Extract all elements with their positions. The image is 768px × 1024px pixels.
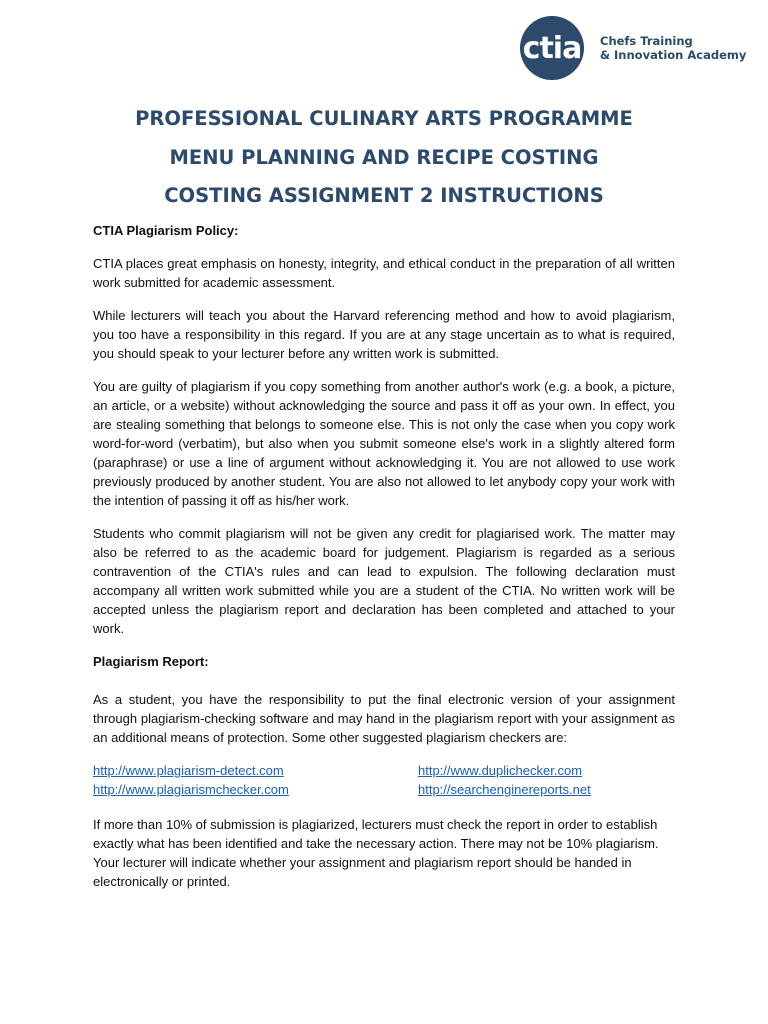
closing-paragraph: If more than 10% of submission is plagiarized, lecturers must check the report in order to establish exactly what has been identified and take the necessary action. There may not be 10% plagiarism. Your lecturer will indicate whether your assignment and plagiarism report should be handed in electronically or printed.	[93, 817, 659, 889]
policy-paragraph-4: Students who commit plagiarism will not be given any credit for plagiarised work. The matter may also be referred to as the academic board for judgement. Plagiarism is regarded as a serious contravention of the CTIA's rules and can lead to expulsion. The following declaration must accompany all written work submitted while you are a student of the CTIA. No written work will be accepted unless the plagiarism report and declaration has been completed and attached to your work.	[93, 526, 675, 636]
policy-paragraph-2: While lecturers will teach you about the Harvard referencing method and how to avoid plagiarism, you too have a responsibility in this regard. If you are at any stage uncertain as to what is required, you should speak to your lecturer before any written work is submitted.	[93, 308, 675, 361]
logo-line-2: & Innovation Academy	[600, 48, 747, 62]
logo-line-1: Chefs Training	[600, 34, 693, 48]
document-body	[93, 221, 675, 905]
logo-wordmark	[600, 34, 746, 62]
report-paragraph: As a student, you have the responsibility to put the final electronic version of your assignment through plagiarism-checking software and may hand in the plagiarism report with your assignment as an additional means of protection. Some other suggested plagiarism checkers are:	[93, 692, 675, 745]
link-searchenginereports[interactable]: http://searchenginereports.net	[418, 782, 591, 797]
assignment-title: COSTING ASSIGNMENT 2 INSTRUCTIONS	[164, 184, 604, 207]
link-duplichecker[interactable]: http://www.duplichecker.com	[418, 763, 583, 778]
report-heading: Plagiarism Report:	[93, 654, 209, 669]
document-titles	[0, 100, 768, 216]
policy-paragraph-3: You are guilty of plagiarism if you copy something from another author's work (e.g. a book, a picture, an article, or a website) without acknowledging the source and pass it off as your own. In effect, you are stealing something that belongs to someone else. This is not only the case when you copy work word-for-word (verbatim), but also when you submit someone else's work in a slightly altered form (paraphrase) or use a line of argument without acknowledging it. You are not allowed to use work previously produced by another student. You are also not allowed to let anybody copy your work with the intention of passing it off as his/her work.	[93, 379, 675, 508]
policy-paragraph-1: CTIA places great emphasis on honesty, integrity, and ethical conduct in the preparation of all written work submitted for academic assessment.	[93, 256, 675, 290]
ctia-logo	[520, 16, 746, 80]
policy-heading: CTIA Plagiarism Policy:	[93, 223, 239, 238]
ctia-logo-mark: ctia	[520, 16, 584, 80]
module-title: MENU PLANNING AND RECIPE COSTING	[169, 145, 599, 169]
checker-links	[93, 761, 675, 799]
link-plagiarismchecker[interactable]: http://www.plagiarismchecker.com	[93, 782, 289, 797]
link-plagiarism-detect[interactable]: http://www.plagiarism-detect.com	[93, 763, 284, 778]
programme-title: PROFESSIONAL CULINARY ARTS PROGRAMME	[135, 107, 633, 130]
